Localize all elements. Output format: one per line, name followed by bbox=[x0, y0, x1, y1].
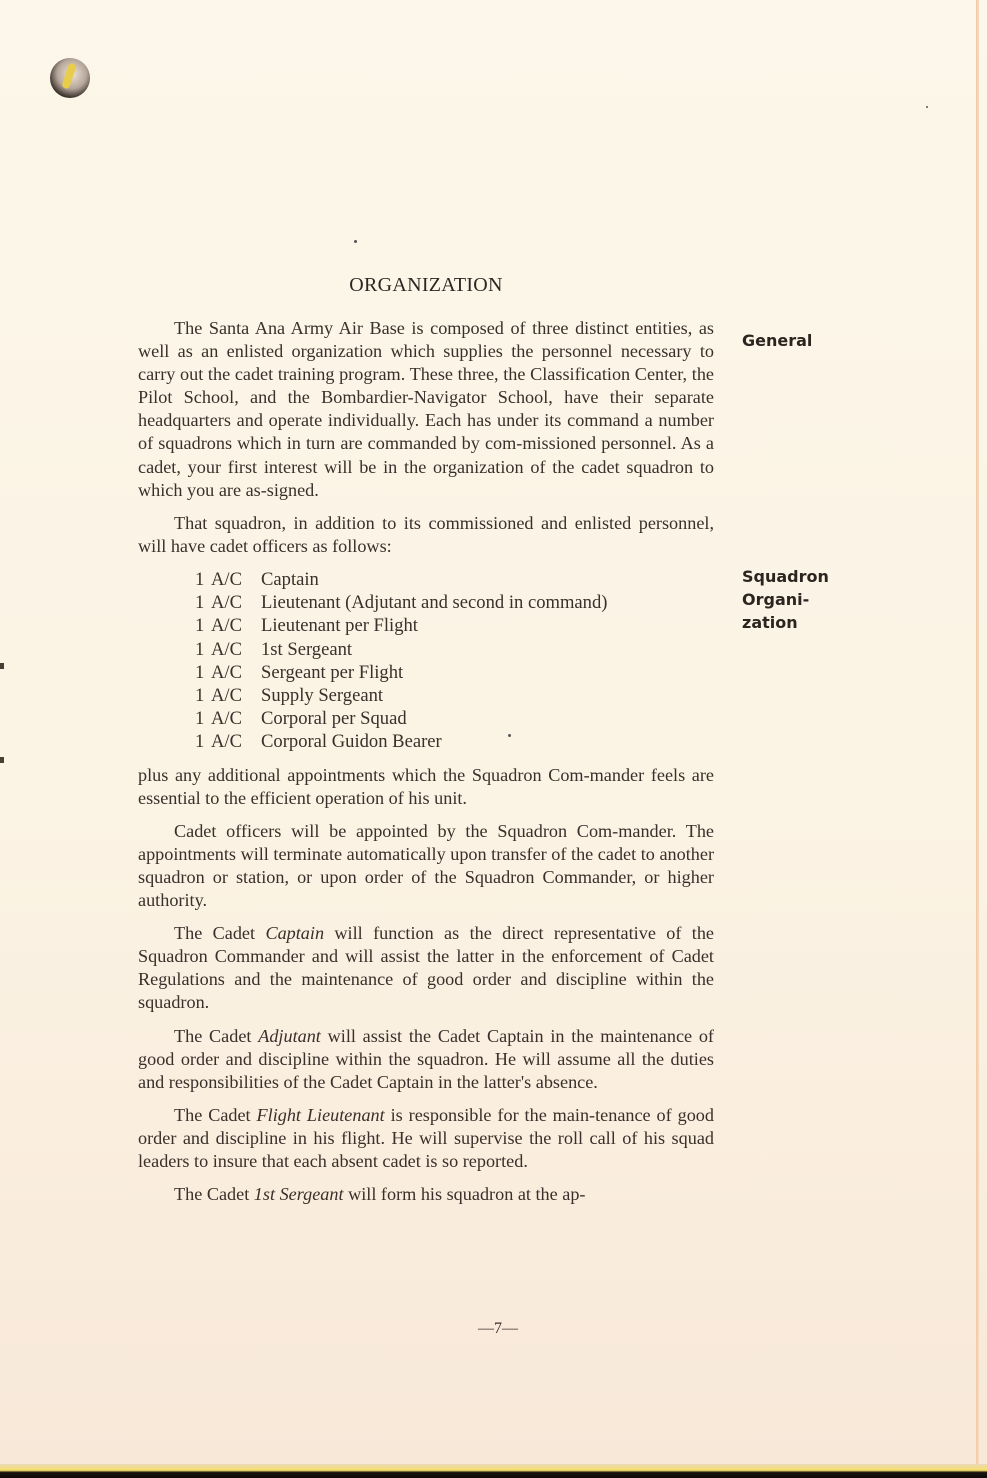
emphasis-term: Captain bbox=[265, 923, 325, 944]
officer-list-item: 1 A/C Captain bbox=[195, 568, 319, 590]
edge-mark bbox=[0, 663, 4, 669]
margin-note-squadron-organization bbox=[742, 565, 829, 634]
paragraph-cadet-adjutant: The Cadet Adjutant will assist the Cadet Captain in the maintenance of good order and discipline within the squadron. He will assume all the duties and responsibilities of the Cadet Captain in the latter's absence. bbox=[138, 1025, 714, 1092]
officer-list-item: 1 A/C Corporal per Squad bbox=[195, 708, 407, 730]
paragraph-general: The Santa Ana Army Air Base is composed of three distinct entities, as well as an enlisted organization which supplies the personnel necessary to carry out the cadet training program. These three, the Classification Center, the Pilot School, and the Bombardier-Navigator School, have their separate headquarters and operate individually. Each has under its command a number of squadrons which in turn are commanded by com-missioned personnel. As a cadet, your first interest will be in the organization of the cadet squadron to which you are as-signed. bbox=[138, 318, 714, 500]
paragraph-squadron-intro: That squadron, in addition to its commissioned and enlisted personnel, will have cadet officers as follows: bbox=[138, 512, 714, 556]
paragraph-first-sergeant: The Cadet 1st Sergeant will form his squadron at the ap- bbox=[174, 1184, 586, 1205]
margin-note-line: Organi- bbox=[742, 590, 810, 609]
paper-speck bbox=[354, 240, 357, 243]
emphasis-term: Adjutant bbox=[258, 1025, 321, 1046]
officer-list-item: 1 A/C 1st Sergeant bbox=[195, 638, 353, 660]
margin-note-text: General bbox=[742, 331, 813, 350]
officer-list-item: 1 A/C Supply Sergeant bbox=[195, 684, 384, 706]
edge-mark bbox=[0, 757, 4, 763]
officer-list bbox=[195, 568, 714, 754]
paragraph-appointments: Cadet officers will be appointed by the Squadron Com-mander. The appointments will terminate automatically upon transfer of the cadet to another squadron or station, or upon order of the Squadron Commander, or higher authority. bbox=[138, 820, 714, 911]
emphasis-term: 1st Sergeant bbox=[253, 1184, 344, 1205]
officer-list-item: 1 A/C Lieutenant (Adjutant and second in command) bbox=[195, 592, 608, 614]
page-title: ORGANIZATION bbox=[349, 274, 503, 296]
page-number-text: —7— bbox=[478, 1320, 518, 1337]
page-edge-bottom bbox=[0, 1464, 987, 1478]
officer-list-item: 1 A/C Lieutenant per Flight bbox=[195, 615, 418, 637]
paragraph-additional-appointments: plus any additional appointments which the Squadron Com-mander feels are essential to the efficient operation of his unit. bbox=[138, 764, 714, 808]
margin-note-line: zation bbox=[742, 613, 798, 632]
page-edge-right bbox=[976, 0, 979, 1478]
margin-note-line: Squadron bbox=[742, 567, 829, 586]
paragraph-flight-lieutenant: The Cadet Flight Lieutenant is responsible for the main-tenance of good order and discipline in his flight. He will supervise the roll call of his squad leaders to insure that each absent cadet is so reported. bbox=[138, 1104, 714, 1171]
paper-speck bbox=[926, 106, 928, 108]
binding-hole-icon bbox=[50, 58, 90, 98]
margin-note-general bbox=[742, 329, 812, 352]
emphasis-term: Flight Lieutenant bbox=[256, 1104, 385, 1125]
officer-list-item: 1 A/C Corporal Guidon Bearer bbox=[195, 731, 442, 753]
paragraph-cadet-captain: The Cadet Captain will function as the direct representative of the Squadron Commander and will assist the latter in the enforcement of Cadet Regulations and the maintenance of good order and discipline within the squadron. bbox=[138, 923, 715, 1013]
page-content bbox=[138, 274, 714, 1216]
officer-list-item: 1 A/C Sergeant per Flight bbox=[195, 661, 404, 683]
